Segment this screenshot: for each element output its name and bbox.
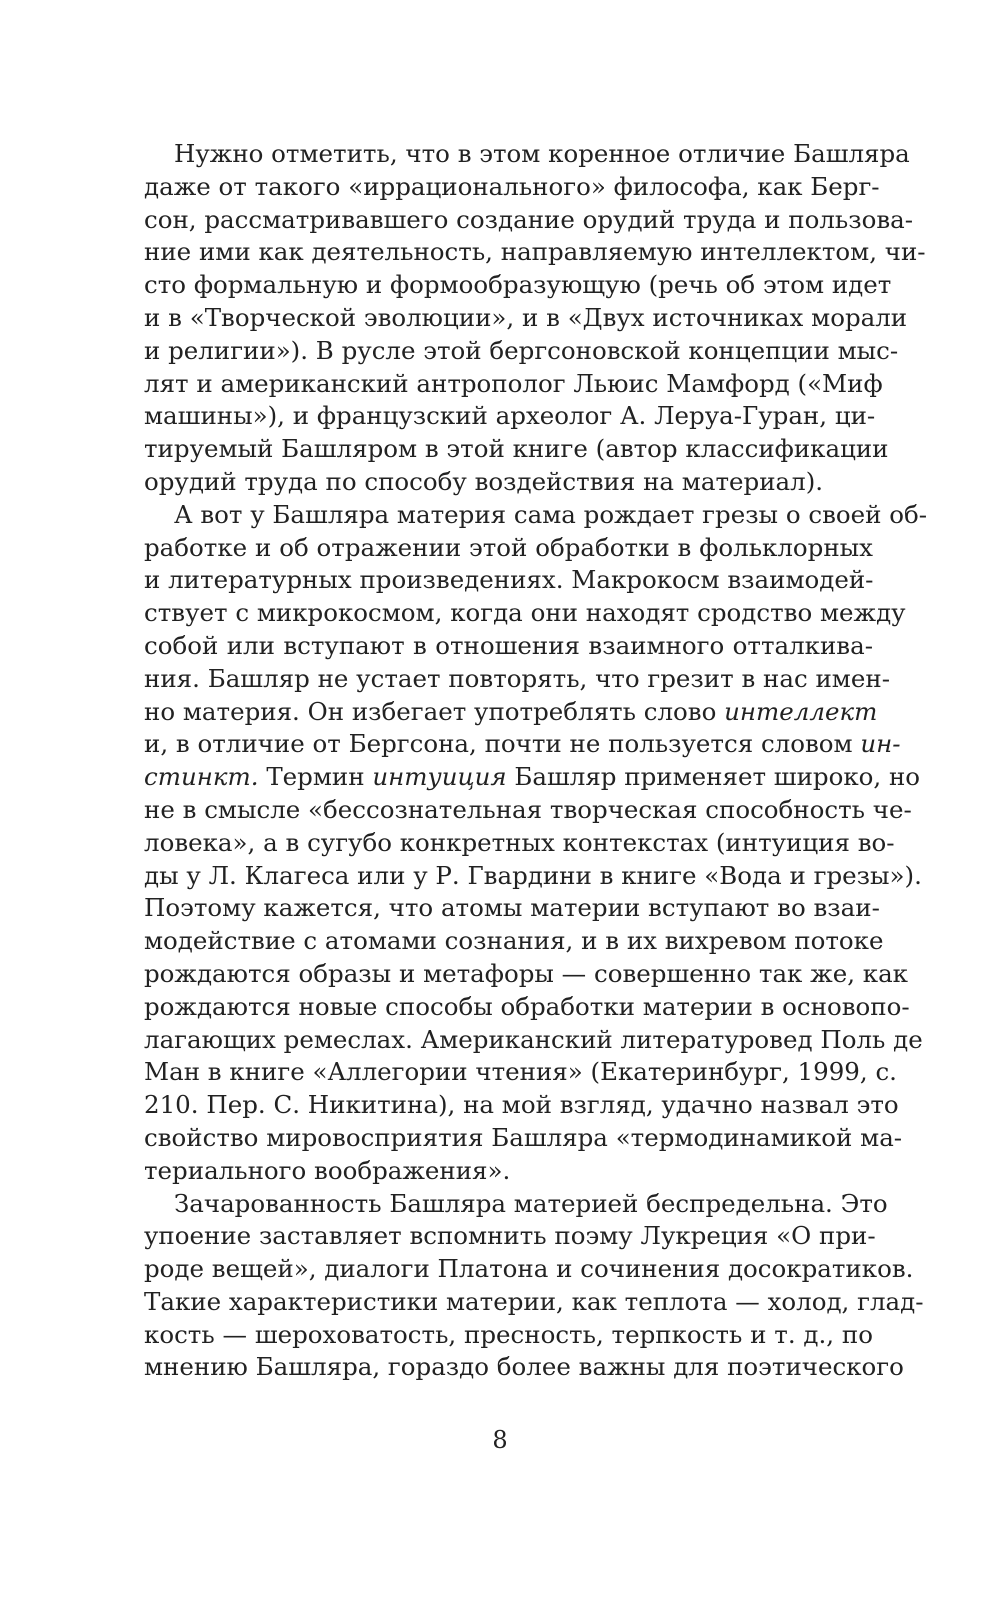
text-line: Нужно отметить, что в этом коренное отличие Башляра <box>174 139 910 168</box>
text-line: не в смысле «бессознательная творческая способность че- <box>144 794 912 824</box>
text-line: работке и об отражении этой обработки в фольклорных <box>144 532 873 562</box>
text-line: ние ими как деятельность, направляемую интеллектом, чи- <box>144 237 926 267</box>
text-line: и литературных произведениях. Макрокосм взаимодей- <box>144 565 874 595</box>
text-line: роде вещей», диалоги Платона и сочинения досократиков. <box>144 1254 914 1284</box>
text-line: и в «Творческой эволюции», и в «Двух источниках морали <box>144 302 908 332</box>
text-segment: Термин <box>258 762 373 792</box>
text-line: модействие с атомами сознания, и в их вихревом потоке <box>144 926 884 956</box>
text-line: упоение заставляет вспомнить поэму Лукреция «О при- <box>144 1221 876 1251</box>
text-line: Ман в книге «Аллегории чтения» (Екатеринбург, 1999, с. <box>144 1057 897 1087</box>
text-line: ствует с микрокосмом, когда они находят сродство между <box>144 598 906 628</box>
text-line: сон, рассматривавшего создание орудий труда и пользова- <box>144 204 914 234</box>
text-line: и религии»). В русле этой бергсоновской концепции мыс- <box>144 335 899 365</box>
text-line <box>144 696 878 729</box>
text-segment: и, в отличие от Бергсона, почти не пользуется словом <box>144 729 861 759</box>
text-line: кость — шероховатость, пресность, терпкость и т. д., по <box>144 1319 873 1349</box>
text-line: Зачарованность Башляра материей беспредельна. Это <box>174 1188 888 1218</box>
italic-term-instinct-start: ин- <box>860 729 901 759</box>
text-line: ния. Башляр не устает повторять, что грезит в нас имен- <box>144 663 890 693</box>
text-line: лагающих ремеслах. Американский литературовед Поль де <box>144 1024 923 1054</box>
text-line: А вот у Башляра материя сама рождает грезы о своей об- <box>174 499 928 529</box>
text-line: мнению Башляра, гораздо более важны для поэтического <box>144 1352 904 1382</box>
text-line: териального воображения». <box>144 1155 511 1185</box>
paragraph-2 <box>144 499 928 1188</box>
text-line: рождаются образы и метафоры — совершенно так же, как <box>144 958 908 988</box>
paragraph-3 <box>144 1188 924 1385</box>
text-line: орудий труда по способу воздействия на материал). <box>144 466 824 496</box>
text-line: рождаются новые способы обработки материи в основопо- <box>144 991 910 1021</box>
text-segment: но материя. Он избегает употреблять слово <box>144 696 725 726</box>
text-line: машины»), и французский археолог А. Леруа-Гуран, ци- <box>144 401 876 431</box>
text-line: собой или вступают в отношения взаимного отталкива- <box>144 630 873 660</box>
text-line: Поэтому кажется, что атомы материи вступают во взаи- <box>144 893 880 923</box>
text-line <box>144 761 921 794</box>
text-line: даже от такого «иррационального» философа, как Берг- <box>144 171 880 201</box>
text-segment: Башляр применяет широко, но <box>506 762 921 792</box>
italic-term-instinct-end: стинкт. <box>144 762 259 792</box>
text-line: свойство мировосприятия Башляра «термодинамикой ма- <box>144 1122 903 1152</box>
body-text <box>144 138 928 1384</box>
text-line <box>144 728 901 761</box>
text-line: тируемый Башляром в этой книге (автор классификации <box>144 434 889 464</box>
text-line: 210. Пер. С. Никитина), на мой взгляд, удачно назвал это <box>144 1090 899 1120</box>
text-line: ловека», а в сугубо конкретных контекстах (интуиция во- <box>144 827 895 857</box>
text-line: Такие характеристики материи, как теплота — холод, глад- <box>144 1286 924 1316</box>
text-line: лят и американский антрополог Льюис Мамфорд («Миф <box>144 368 883 398</box>
italic-term-intuition: интуиция <box>372 762 507 792</box>
text-line: ды у Л. Клагеса или у Р. Гвардини в книге «Вода и грезы»). <box>144 860 922 890</box>
page-number: 8 <box>492 1426 508 1454</box>
paragraph-1 <box>144 138 926 499</box>
text-line: сто формальную и формообразующую (речь об этом идет <box>144 270 892 300</box>
italic-term-intellect: интеллект <box>724 696 878 726</box>
